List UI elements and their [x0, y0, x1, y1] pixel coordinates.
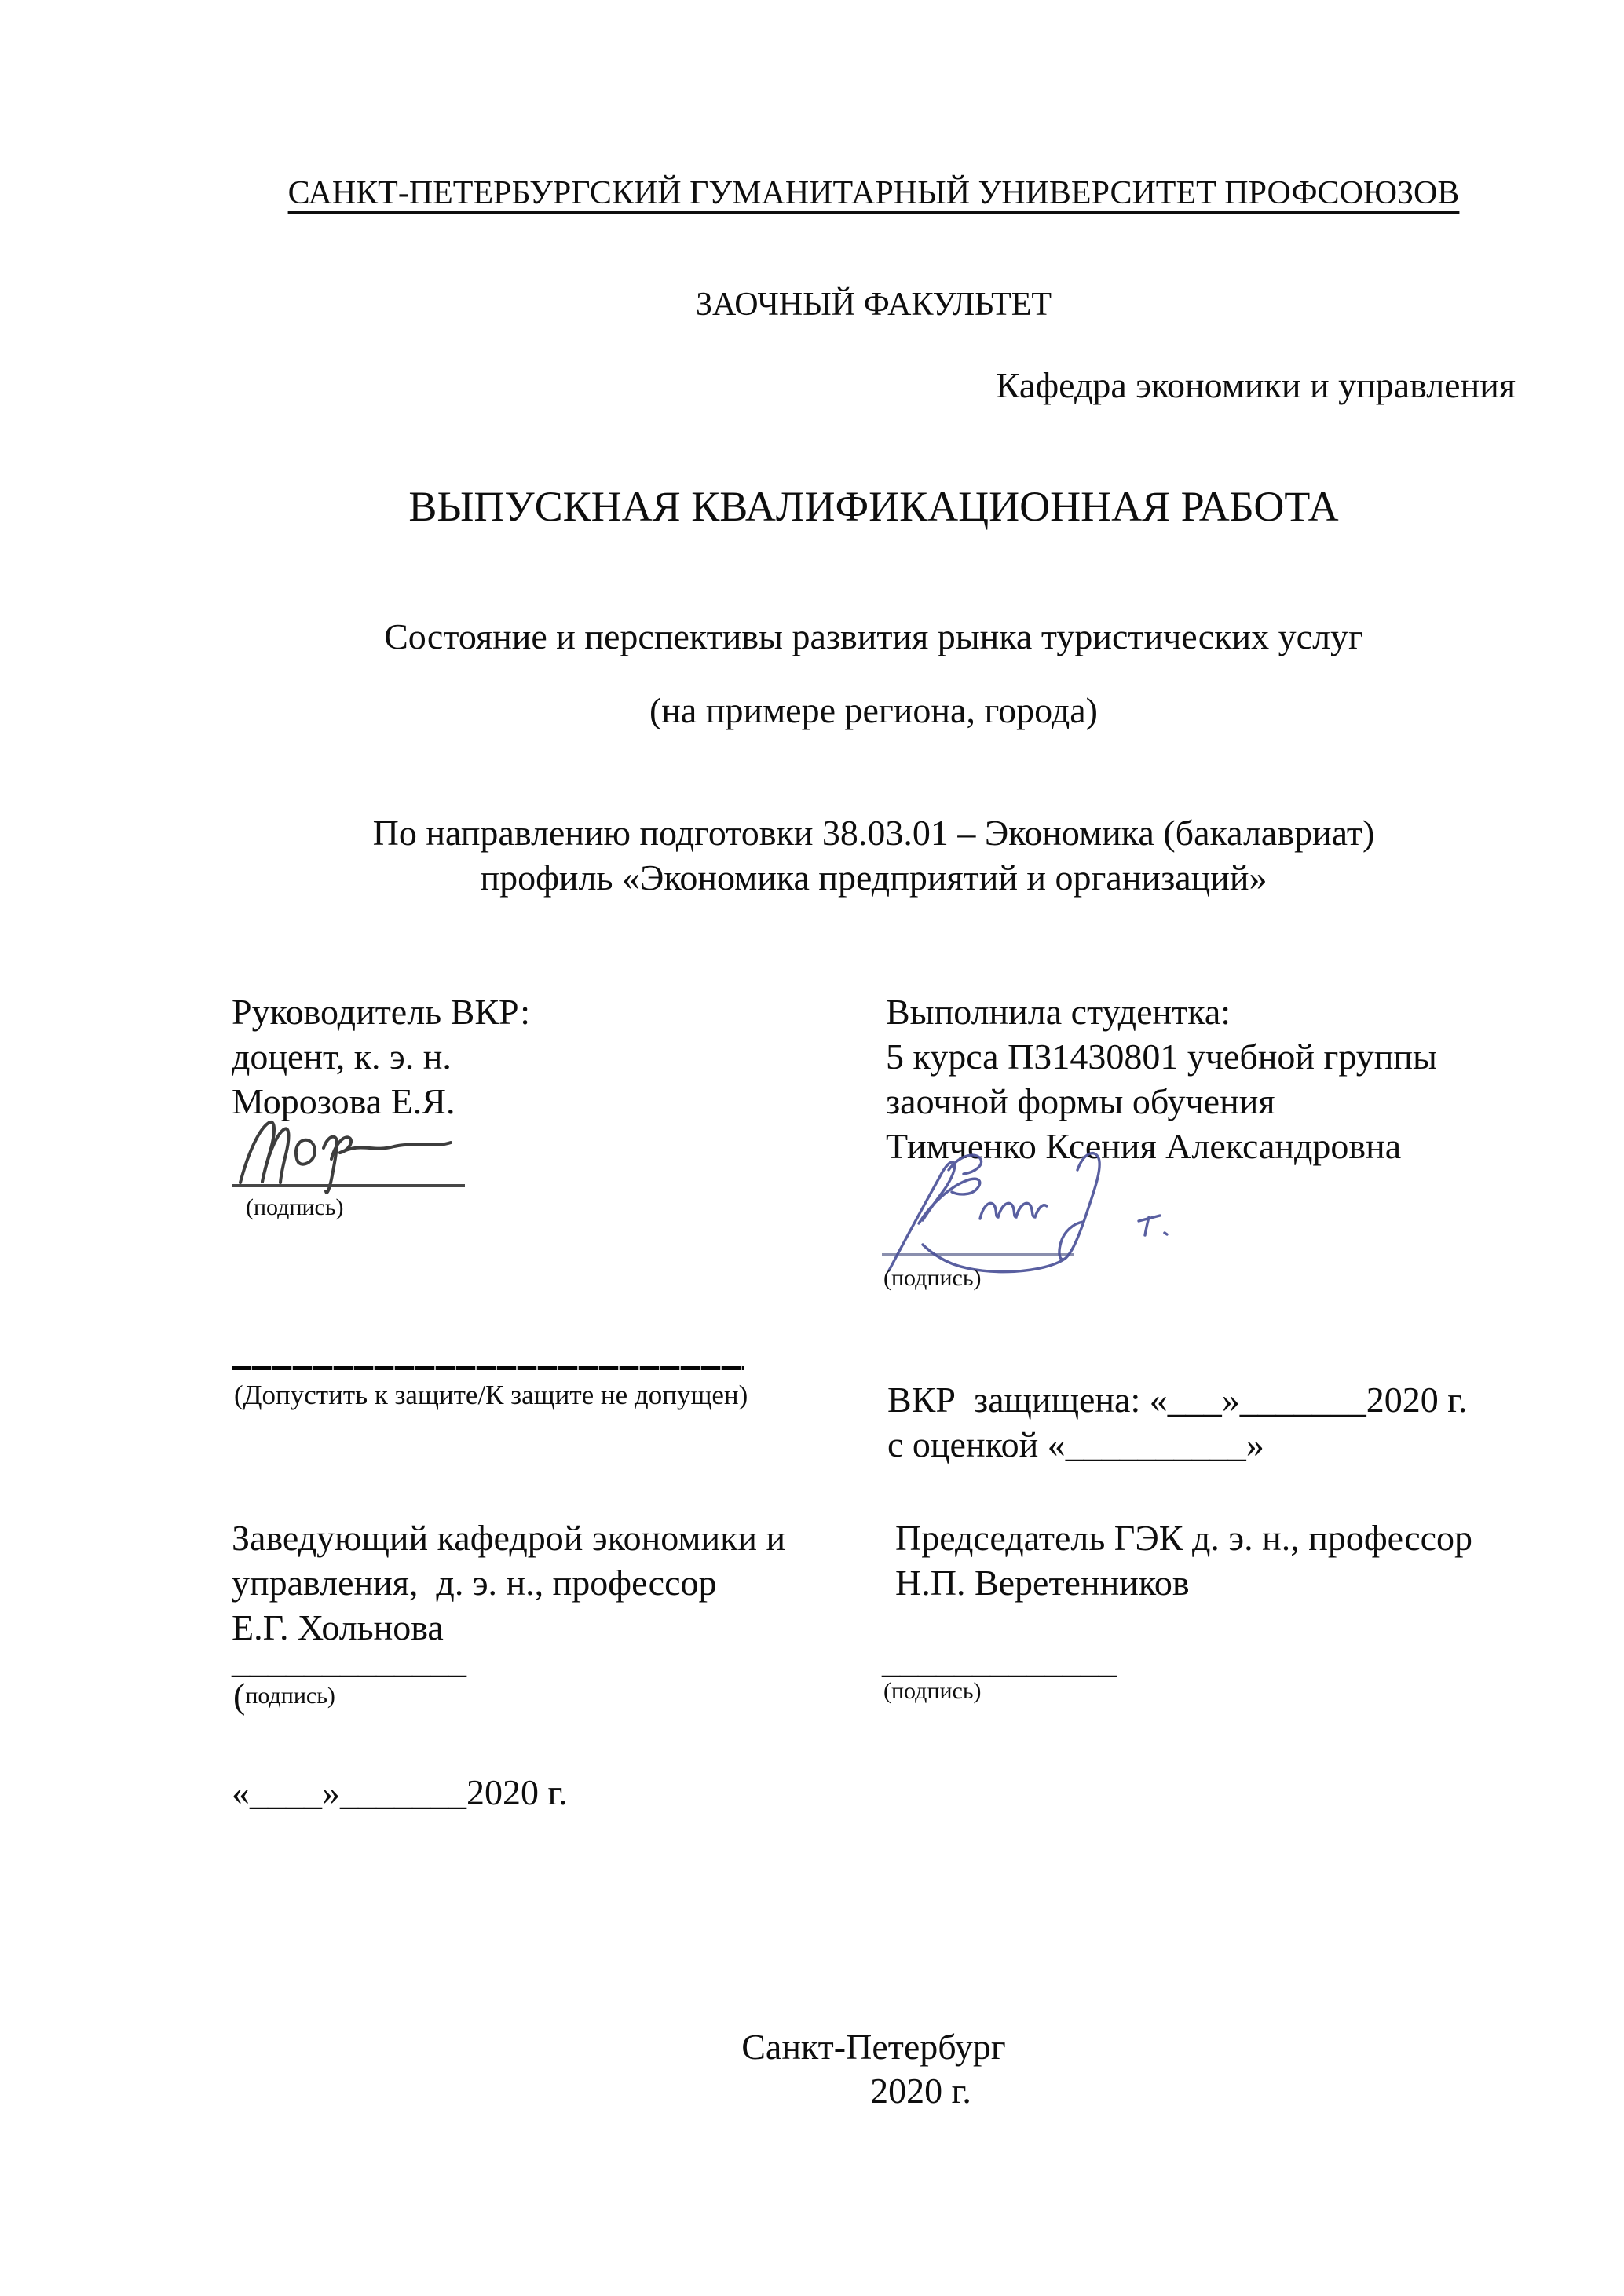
gek-chairman-signature-caption: (подпись)	[883, 1678, 982, 1704]
defense-date-line: ВКР защищена: «___»_______2020 г.	[887, 1380, 1468, 1420]
faculty-name: ЗАОЧНЫЙ ФАКУЛЬТЕТ	[695, 287, 1052, 323]
university-name: САНКТ-ПЕТЕРБУРГСКИЙ ГУМАНИТАРНЫЙ УНИВЕРСИТЕТ ПРОФСОЮЗОВ	[287, 175, 1460, 211]
student-name: Тимченко Ксения Александровна	[886, 1126, 1402, 1166]
thesis-subtitle: (на примере региона, города)	[649, 690, 1098, 730]
student-signature-image	[880, 1145, 1194, 1278]
caption-open-paren: (	[233, 1676, 246, 1716]
head-dept-signature-caption	[233, 1676, 335, 1716]
admission-blank-rule	[232, 1366, 744, 1370]
head-dept-signature-line: _____________	[232, 1640, 466, 1680]
head-dept-date-line: «____»_______2020 г.	[232, 1772, 568, 1812]
student-signature-caption: (подпись)	[883, 1265, 982, 1291]
defense-grade-line: с оценкой «__________»	[887, 1424, 1264, 1464]
supervisor-degree: доцент, к. э. н.	[232, 1036, 452, 1077]
thesis-title: Состояние и перспективы развития рынка туристических услуг	[384, 616, 1363, 656]
admission-caption: (Допустить к защите/К защите не допущен)	[234, 1380, 748, 1410]
supervisor-signature-caption: (подпись)	[246, 1194, 344, 1220]
caption-text: подпись)	[245, 1683, 335, 1709]
work-type-title: ВЫПУСКНАЯ КВАЛИФИКАЦИОННАЯ РАБОТА	[408, 483, 1339, 530]
supervisor-name: Морозова Е.Я.	[232, 1081, 455, 1121]
program-block	[232, 810, 1516, 900]
student-form: заочной формы обучения	[886, 1081, 1275, 1121]
student-label: Выполнила студентка:	[886, 992, 1231, 1032]
gek-chairman-signature-line: _____________	[882, 1640, 1117, 1680]
year-line: 2020 г.	[870, 2071, 971, 2111]
gek-chairman-block	[895, 1515, 1586, 1605]
defense-block	[887, 1377, 1594, 1467]
head-dept-line2: управления, д. э. н., профессор	[232, 1563, 717, 1603]
gek-chairman-name: Н.П. Веретенников	[895, 1563, 1190, 1603]
head-dept-line1: Заведующий кафедрой экономики и	[232, 1518, 786, 1558]
supervisor-signature-image	[236, 1102, 463, 1197]
supervisor-label: Руководитель ВКР:	[232, 992, 531, 1032]
program-direction: По направлению подготовки 38.03.01 – Экономика (бакалавриат)	[372, 813, 1375, 853]
department-name: Кафедра экономики и управления	[995, 365, 1516, 405]
gek-chairman-title: Председатель ГЭК д. э. н., профессор	[895, 1518, 1473, 1558]
supervisor-signature-rule	[232, 1184, 465, 1187]
city-line: Санкт-Петербург	[741, 2027, 1006, 2067]
student-block	[886, 989, 1553, 1168]
head-of-department-block	[232, 1515, 860, 1650]
head-dept-name: Е.Г. Хольнова	[232, 1607, 444, 1647]
student-group: 5 курса ПЗ1430801 учебной группы	[886, 1036, 1437, 1077]
program-profile: профиль «Экономика предприятий и организаций»	[480, 857, 1267, 898]
